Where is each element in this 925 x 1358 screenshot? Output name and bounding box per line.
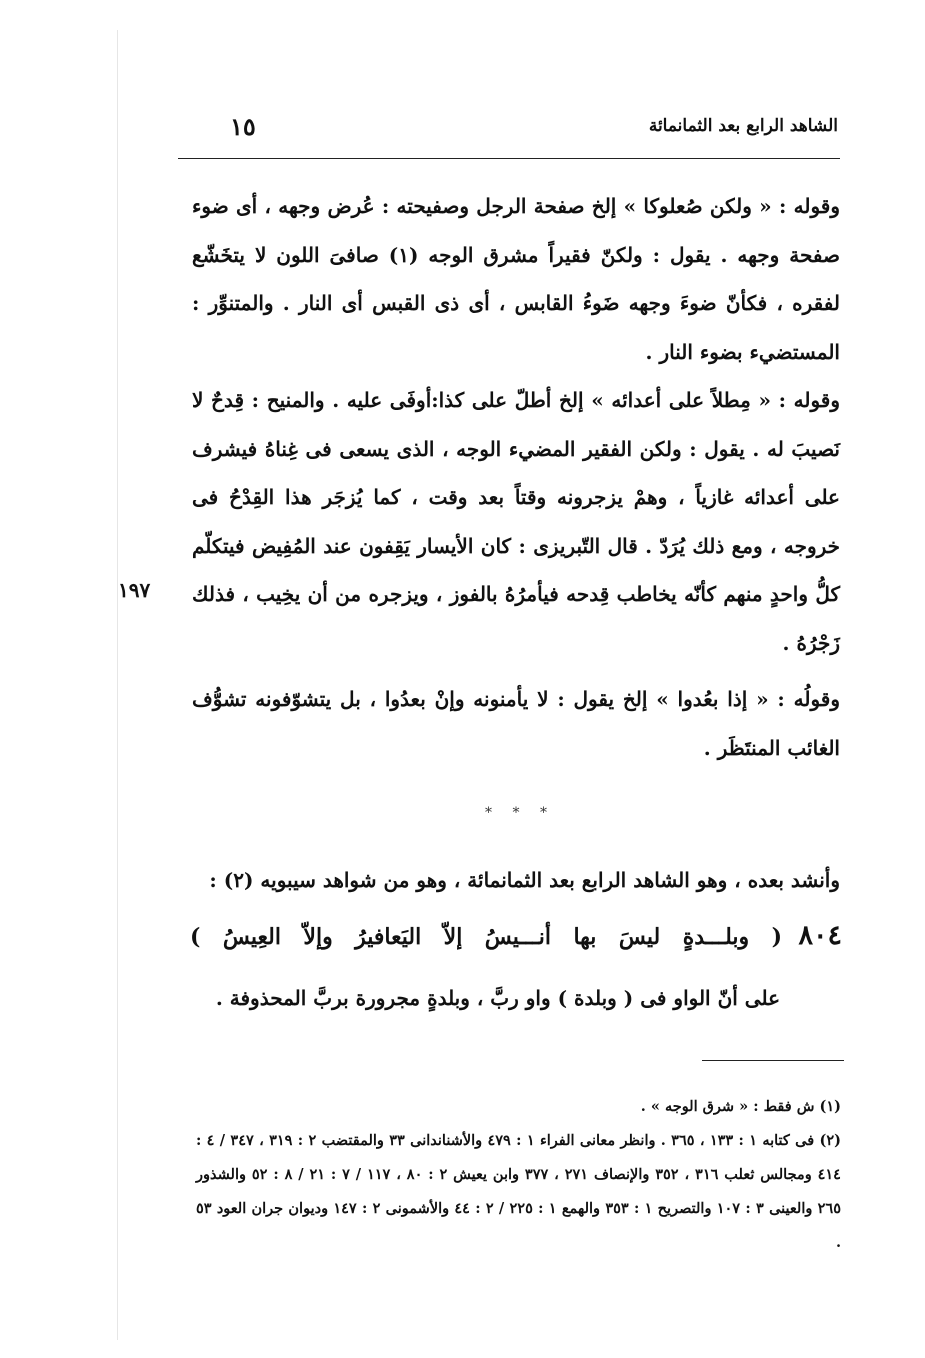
verse-introduction: وأنشد بعده ، وهو الشاهد الرابع بعد الثمانمائة ، وهو من شواهد سيبويه (٢) :	[209, 868, 840, 892]
page-number: ١٥	[230, 112, 256, 141]
paragraph-3: وقولُه : « إذا بعُدوا » إلخ يقول : لا يأمنونه وإنْ بعدُوا ، بل يتشوّفونه تشوُّف الغائب المنتَظَر .	[192, 687, 840, 760]
header-rule	[178, 158, 840, 159]
paragraph-1: وقوله : « ولكن صُعلوكا » إلخ صفحة الرجل وصفيحته : عُرض وجهه ، أى ضوء صفحة وجهه . يقول : ولكنّ فقيراً مشرق الوجه (١) صافىَ اللون لا يتخَشّع لفقره ، فكأنّ ضوءَ وجهه ضَوءُ القابس ، أى ذى القبس أى النار . والمتنوِّر : المستضيء بضوء النار .	[192, 194, 840, 364]
verse-line	[190, 918, 842, 966]
verse-text: ( وبلـــدةٍ ليسَ بها أنـــيسُ إلاّ اليَعافيرُ وإلاّ العِيسُ )	[190, 924, 782, 950]
scan-fold-line	[117, 30, 118, 1340]
footnote-1: (١) ش فقط : « شرق الوجه » .	[640, 1098, 841, 1115]
section-separator: * * *	[485, 805, 555, 821]
verse-number: ٨٠٤	[798, 920, 842, 951]
footnote-2: (٢) فى كتابه ١ : ١٣٣ ، ٣٦٥ . وانظر معانى الفراء ١ : ٤٧٩ والأشناندانى ٣٣ والمقتضب ٢ : ٣١٩ ، ٣٤٧ / ٤ : ٤١٤ ومجالس ثعلب ٣١٦ ، ٣٥٢ والإنصاف ٢٧١ ، ٣٧٧ وابن يعيش ٢ : ٨٠ ، ١١٧ / ٧ : ٢١ / ٨ : ٥٢ والشذور ٢٦٥ والعينى ٣ : ١٠٧ والتصريح ١ : ٣٥٣ والهمع ١ : ٢٢٥ / ٢ : ٤٤ والأشمونى ٢ : ١٤٧ وديوان جران العود ٥٣ .	[196, 1132, 841, 1251]
page-header	[178, 112, 838, 152]
margin-page-reference: ١٩٧	[118, 578, 151, 602]
footnotes	[196, 1090, 841, 1260]
running-head: الشاهد الرابع بعد الثمانمائة	[648, 116, 838, 136]
verse-commentary: على أنّ الواو فى ( وبلدة ) واو ربَّ ، وبلدةٍ مجرورة بربَّ المحذوفة .	[215, 986, 780, 1010]
footnote-rule	[702, 1060, 844, 1061]
paragraph-2: وقوله : « مِطلاً على أعدائه » إلخ أطلّ على كذا:أوفَى عليه . والمنيح : قِدحٌ لا نَصيبَ له . يقول : ولكن الفقير المضيء الوجه ، الذى يسعى فى غِناهُ فيشرف على أعدائه غازياً ، وهمْ يزجرونه وقتاً بعد وقت ، كما يُزجَر هذا القِدْحُ فى خروجه ، ومع ذلك يُرَدّ . قال التّبريزى : كان الأيسار يَقِفون عند المُفِيض فيتكلّم كلُّ واحدٍ منهم كأنّه يخاطب قِدحه فيأمرُهُ بالفوز ، ويزجره من أن يخِيب ، فذلك زَجْرُهُ .	[192, 388, 840, 655]
